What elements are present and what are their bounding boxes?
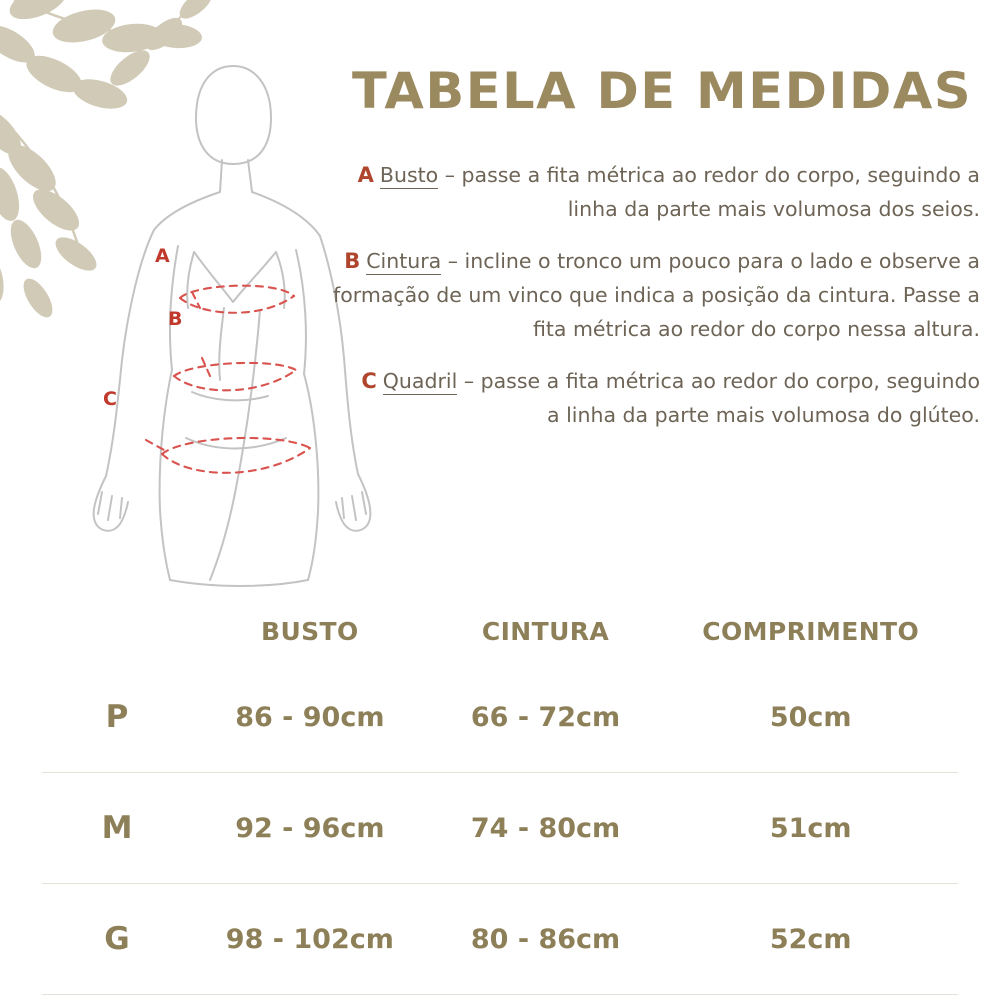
table-header-comprimento: COMPRIMENTO <box>702 616 920 646</box>
instruction-letter-a: A <box>357 163 374 187</box>
cell-cintura-p: 66 - 72cm <box>470 701 621 733</box>
cell-busto-g: 98 - 102cm <box>225 923 394 955</box>
table-bottom-divider <box>42 994 958 1000</box>
cell-cintura-m: 74 - 80cm <box>470 812 621 844</box>
figure-annotation-b: B <box>168 308 183 330</box>
cell-busto-m: 92 - 96cm <box>235 812 385 844</box>
instruction-term-cintura: Cintura <box>366 249 442 273</box>
table-row <box>42 662 958 772</box>
instruction-letter-c: C <box>361 369 377 393</box>
measurement-instructions <box>290 158 980 450</box>
table-header-busto: BUSTO <box>261 616 359 646</box>
page-title: TABELA DE MEDIDAS <box>352 62 973 120</box>
cell-comprimento-g: 52cm <box>769 923 852 955</box>
cell-size-m: M <box>101 810 133 846</box>
cell-size-p: P <box>105 699 129 735</box>
cell-comprimento-p: 50cm <box>769 701 852 733</box>
cell-comprimento-m: 51cm <box>769 812 852 844</box>
cell-cintura-g: 80 - 86cm <box>470 923 621 955</box>
table-header-cintura: CINTURA <box>481 616 610 646</box>
size-table <box>42 600 958 1000</box>
instruction-text-cintura: – incline o tronco um pouco para o lado e observe a formação de um vinco que indica a posição da cintura. Passe a fita métrica ao redor do corpo nessa altura. <box>333 249 980 341</box>
instruction-cintura <box>290 244 980 346</box>
figure-annotation-c: C <box>103 388 117 410</box>
table-header-row <box>42 600 958 662</box>
cell-busto-p: 86 - 90cm <box>235 701 385 733</box>
instruction-text-busto: – passe a fita métrica ao redor do corpo, seguindo a linha da parte mais volumosa dos seios. <box>438 163 980 221</box>
instruction-term-quadril: Quadril <box>382 369 458 393</box>
table-row <box>42 883 958 994</box>
instruction-text-quadril: – passe a fita métrica ao redor do corpo, seguindo a linha da parte mais volumosa do glúteo. <box>457 369 980 427</box>
cell-size-g: G <box>104 921 130 957</box>
figure-annotation-a: A <box>155 245 170 267</box>
instruction-busto <box>290 158 980 226</box>
instruction-letter-b: B <box>344 249 361 273</box>
instruction-term-busto: Busto <box>379 163 439 187</box>
instruction-quadril <box>290 364 980 432</box>
table-row <box>42 772 958 883</box>
